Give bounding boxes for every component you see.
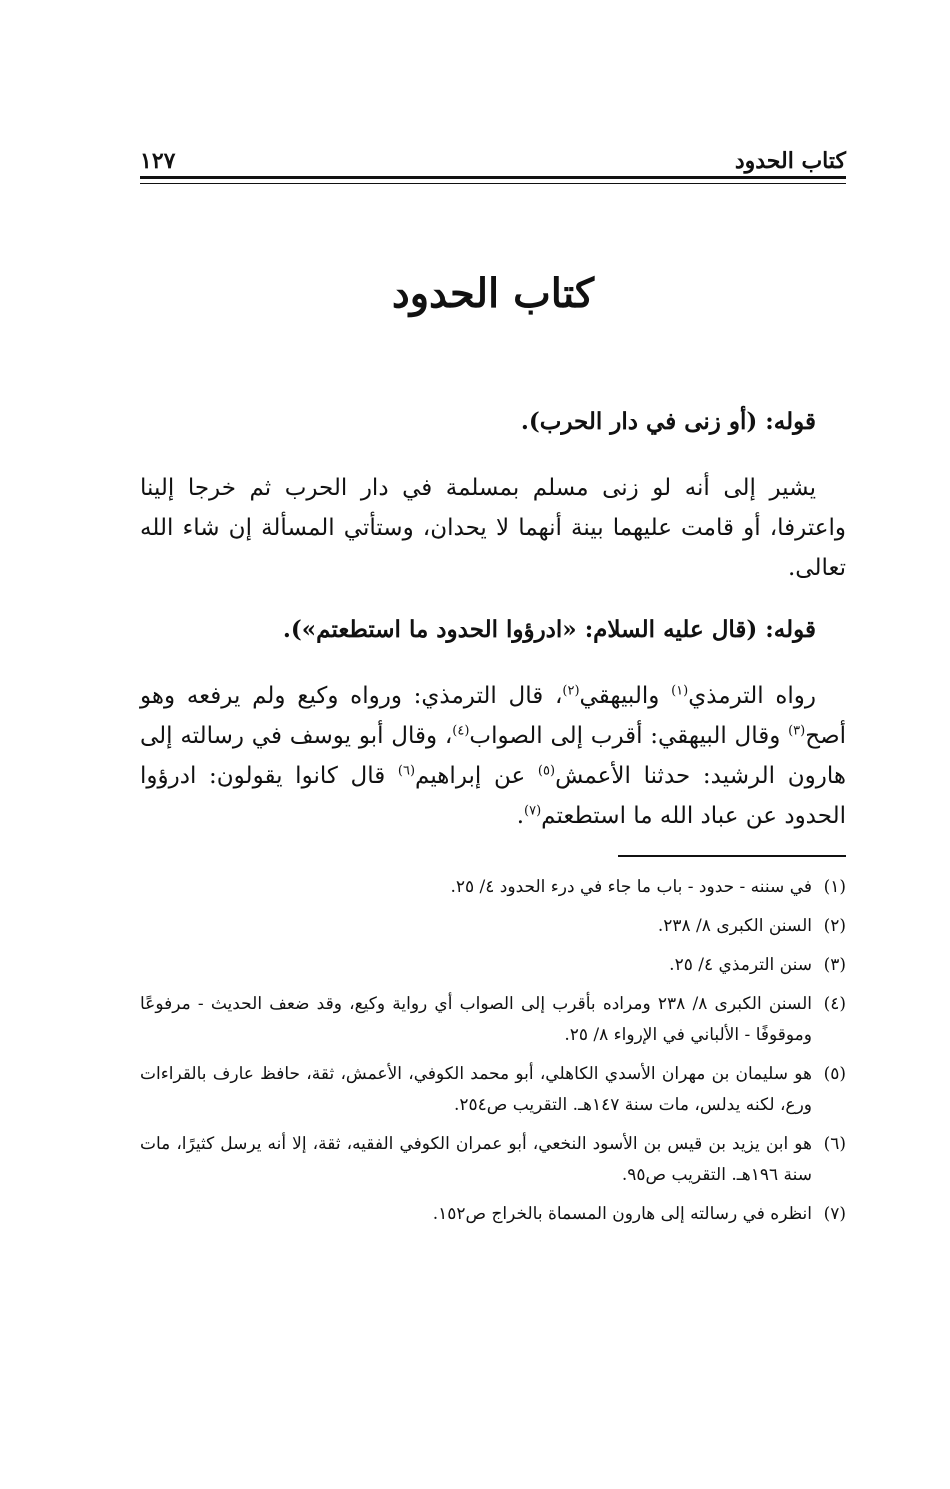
footnote bbox=[140, 872, 846, 903]
footnote-number: (٧) bbox=[823, 1204, 846, 1224]
footnote-number: (٦) bbox=[823, 1134, 846, 1154]
footnote bbox=[140, 911, 846, 942]
text-segment: قال كانوا يقولون: ادرؤوا الحدود عن عباد الله ما استطعتم bbox=[140, 763, 846, 829]
footnote-number: (١) bbox=[823, 877, 846, 897]
footnote-ref: (٣) bbox=[788, 723, 806, 739]
footnote bbox=[140, 989, 846, 1051]
commentary-heading-2: قوله: (قال عليه السلام: «ادرؤوا الحدود ما استطعتم»). bbox=[282, 616, 816, 643]
text-segment: وقال البيهقي: أقرب إلى الصواب bbox=[469, 723, 789, 749]
footnote-text: هو سليمان بن مهران الأسدي الكاهلي، أبو محمد الكوفي، الأعمش، ثقة، حافظ عارف بالقراءات ورع، لكنه يدلس، مات سنة ١٤٧هـ. التقريب ص٢٥٤. bbox=[140, 1064, 812, 1115]
main-text bbox=[140, 402, 846, 836]
footnote-number: (٣) bbox=[823, 955, 846, 975]
footnote-number: (٤) bbox=[823, 994, 846, 1014]
paragraph-1: يشير إلى أنه لو زنى مسلم بمسلمة في دار الحرب ثم خرجا إلينا واعترفا، أو قامت عليهما بينة أنهما لا يحدان، وستأتي المسألة إن شاء الله تعالى. bbox=[140, 475, 846, 581]
footnote-ref: (٧) bbox=[524, 803, 542, 819]
footnote bbox=[140, 1129, 846, 1191]
footnote-number: (٢) bbox=[823, 916, 846, 936]
text-segment: ، وقال أبو يوسف في رسالته إلى هارون الرشيد: حدثنا الأعمش bbox=[140, 723, 846, 789]
text-segment: والبيهقي bbox=[579, 683, 672, 709]
header-rule-thin bbox=[140, 183, 846, 184]
footnote-ref: (٦) bbox=[397, 763, 416, 779]
footnote-text: انظره في رسالته إلى هارون المسماة بالخراج ص١٥٢. bbox=[432, 1204, 812, 1224]
footnote-text: هو ابن يزيد بن قيس بن الأسود النخعي، أبو عمران الكوفي الفقيه، ثقة، إلا أنه يرسل كثيرًا، مات سنة ١٩٦هـ. التقريب ص٩٥. bbox=[140, 1134, 812, 1185]
footnote-ref: (١) bbox=[671, 683, 689, 699]
footnote-text: في سننه - حدود - باب ما جاء في درء الحدود ٤/ ٢٥. bbox=[450, 877, 812, 897]
running-title: كتاب الحدود bbox=[734, 148, 846, 174]
footnote bbox=[140, 1199, 846, 1230]
footnote-ref: (٢) bbox=[562, 683, 580, 699]
footnote-text: السنن الكبرى ٨/ ٢٣٨ ومراده بأقرب إلى الصواب أي رواية وكيع، وقد ضعف الحديث - مرفوعًا وموقوفًا - الألباني في الإرواء ٨/ ٢٥. bbox=[140, 994, 812, 1045]
footnote bbox=[140, 1059, 846, 1121]
footnote-text: سنن الترمذي ٤/ ٢٥. bbox=[669, 955, 812, 975]
footnotes bbox=[140, 872, 846, 1238]
footnote bbox=[140, 950, 846, 981]
text-segment: . bbox=[516, 803, 524, 829]
footnote-ref: (٤) bbox=[452, 723, 470, 739]
text-segment: رواه الترمذي bbox=[688, 683, 817, 709]
page-number: ١٢٧ bbox=[140, 148, 176, 174]
footnote-ref: (٥) bbox=[537, 763, 556, 779]
commentary-heading-1: قوله: (أو زنى في دار الحرب). bbox=[520, 408, 816, 435]
text-segment: ، قال الترمذي: ورواه وكيع ولم يرفعه وهو أصح bbox=[140, 683, 846, 749]
footnote-separator bbox=[618, 855, 846, 857]
chapter-title: كتاب الحدود bbox=[391, 270, 595, 317]
text-segment: عن إبراهيم bbox=[415, 763, 538, 789]
paragraph-2 bbox=[140, 676, 846, 836]
running-header bbox=[140, 134, 846, 174]
footnote-text: السنن الكبرى ٨/ ٢٣٨. bbox=[657, 916, 812, 936]
footnote-number: (٥) bbox=[823, 1064, 846, 1084]
header-rule-thick bbox=[140, 176, 846, 179]
